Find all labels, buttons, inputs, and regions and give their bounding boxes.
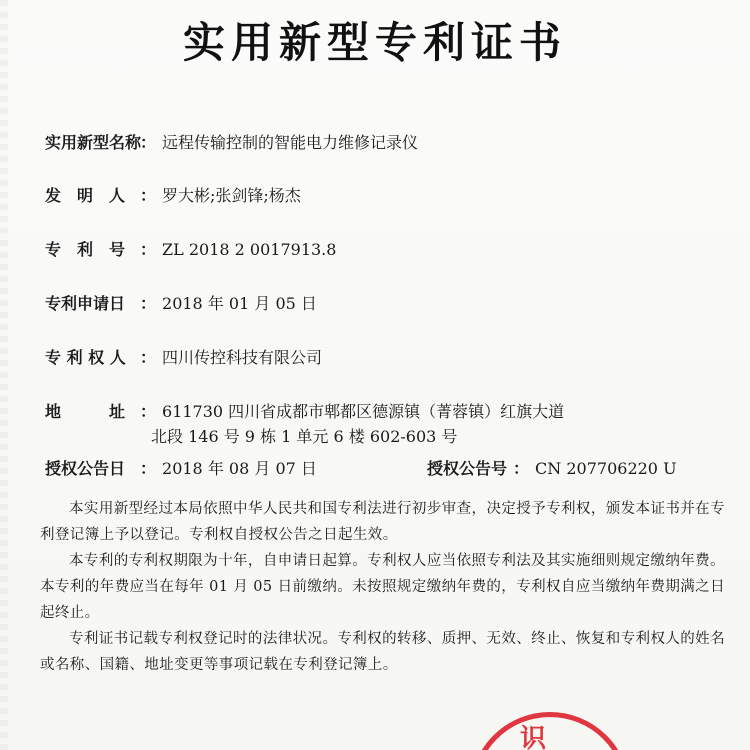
patent-number-row	[45, 238, 730, 262]
address-line-2: 北段 146 号 9 栋 1 单元 6 楼 602-603 号	[151, 427, 458, 446]
patent-number-label: 专 利 号	[45, 240, 126, 259]
page-edge	[0, 0, 8, 750]
patentee: 四川传控科技有限公司	[162, 348, 323, 367]
certificate-title: 实用新型专利证书	[182, 18, 567, 67]
patentee-row	[45, 346, 730, 370]
grant-number-row	[427, 457, 677, 481]
colon: ：	[140, 133, 157, 152]
patentee-label: 专 利 权 人	[45, 348, 126, 367]
grant-date-label: 授权公告日	[45, 459, 126, 478]
grant-number-label: 授权公告号	[427, 459, 508, 478]
address-label: 地 址	[45, 402, 126, 421]
paragraph-3: 专利证书记载专利权登记时的法律状况。专利权的转移、质押、无效、终止、恢复和专利权人的姓名或名称、国籍、地址变更等事项记载在专利登记簿上。	[40, 631, 725, 673]
colon: ：	[140, 402, 157, 421]
utility-model-name: 远程传输控制的智能电力维修记录仪	[162, 133, 419, 152]
utility-model-name-row	[45, 131, 730, 155]
inventors: 罗大彬;张剑锋;杨杰	[162, 186, 301, 205]
grant-number: CN 207706220 U	[535, 459, 677, 478]
utility-model-name-label: 实用新型名称	[45, 133, 142, 152]
filing-date-label: 专利申请日	[45, 294, 126, 313]
inventor-label: 发 明 人	[45, 186, 126, 205]
colon: ：	[513, 459, 530, 478]
filing-date: 2018 年 01 月 05 日	[162, 294, 317, 313]
patent-number: ZL 2018 2 0017913.8	[162, 240, 337, 259]
filing-date-row	[45, 292, 730, 316]
colon: ：	[140, 186, 157, 205]
official-seal-text: 识	[520, 724, 557, 750]
colon: ：	[140, 294, 157, 313]
paragraph-1: 本实用新型经过本局依照中华人民共和国专利法进行初步审查，决定授予专利权，颁发本证书并在专利登记簿上予以登记。专利权自授权公告之日起生效。	[40, 501, 725, 543]
grant-date-row	[45, 457, 317, 481]
colon: ：	[140, 459, 157, 478]
address-row	[45, 400, 730, 424]
paragraph-2: 本专利的专利权期限为十年，自申请日起算。专利权人应当依照专利法及其实施细则规定缴纳年费。本专利的年费应当在每年 01 月 05 日前缴纳。未按照规定缴纳年费的，专利权自应当缴纳年费期满之日起终止。	[40, 553, 725, 621]
address-line-1: 611730 四川省成都市郫都区德源镇（菁蓉镇）红旗大道	[162, 402, 565, 421]
grant-date: 2018 年 08 月 07 日	[162, 459, 317, 478]
inventor-row	[45, 184, 730, 208]
colon: ：	[140, 348, 157, 367]
colon: ：	[140, 240, 157, 259]
